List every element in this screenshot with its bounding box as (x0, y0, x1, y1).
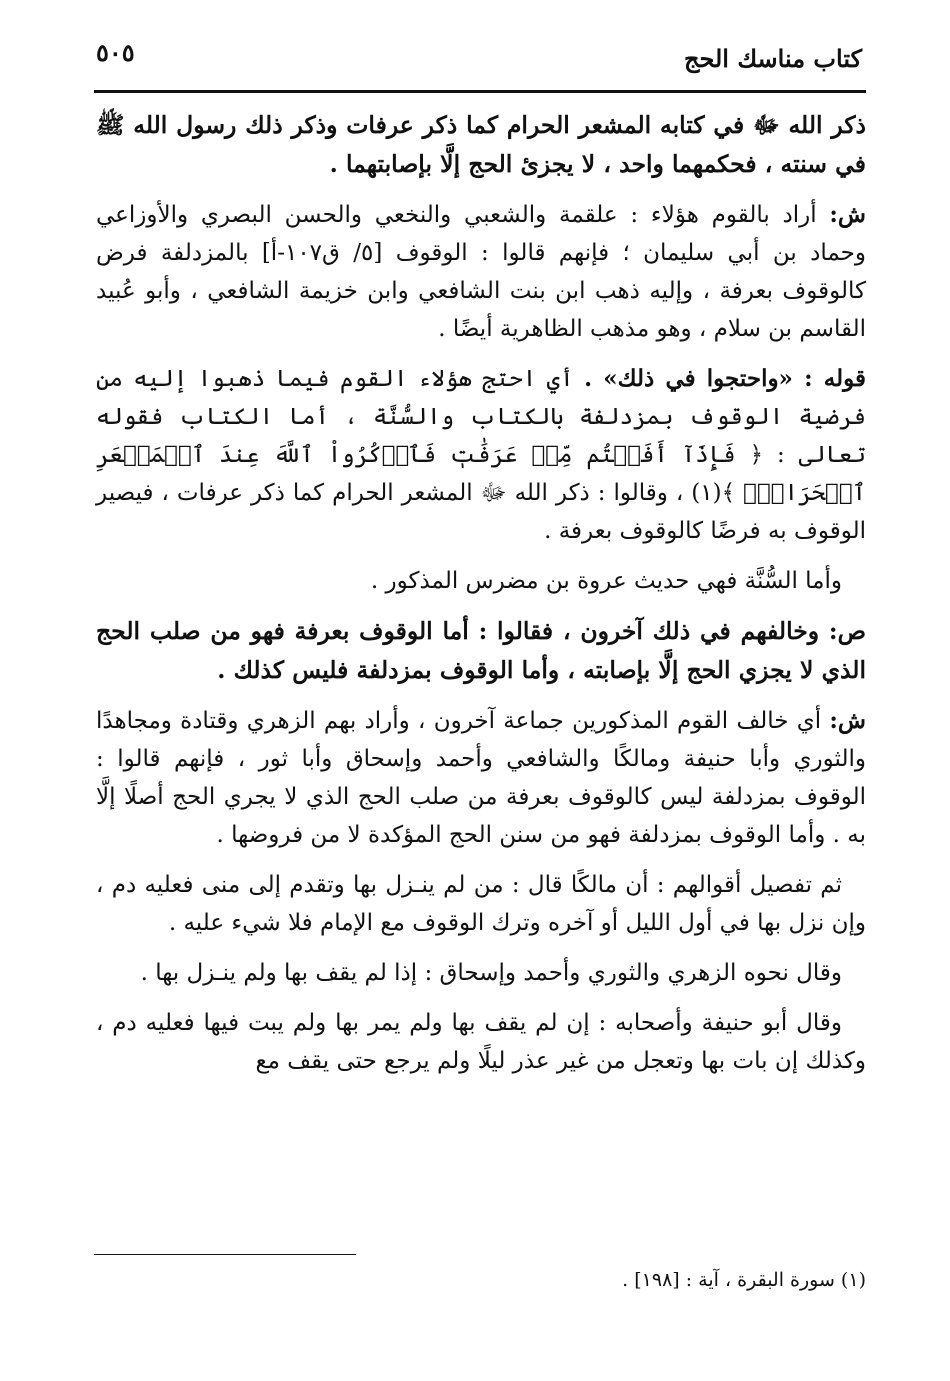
paragraph-2-text: أراد بالقوم هؤلاء : علقمة والشعبي والنخعي والحسن البصري والأوزاعي وحماد بن أبي سليمان ؛ فإنهم قالوا : الوقوف [٥/ ق١٠٧-أ] بالمزدلفة فرض كالوقوف بعرفة ، وإليه ذهب ابن بنت الشافعي وابن خزيمة الشافعي ، وأبو عُبيد القاسم بن سلام ، وهو مذهب الظاهرية أيضًا . (96, 202, 866, 342)
paragraph-3 (96, 360, 866, 550)
paragraph-8 (96, 954, 866, 992)
paragraph-5 (96, 612, 866, 690)
header-rule (94, 90, 866, 93)
paragraph-9 (96, 1004, 866, 1080)
paragraph-5-text: ص: وخالفهم في ذلك آخرون ، فقالوا : أما الوقوف بعرفة فهو من صلب الحج الذي لا يجزي الحج إلَّا بإصابته ، وأما الوقوف بمزدلفة فليس كذلك . (96, 617, 866, 684)
paragraph-6 (96, 702, 866, 854)
paragraph-1 (96, 106, 866, 184)
paragraph-6-text: أي خالف القوم المذكورين جماعة آخرون ، وأراد بهم الزهري وقتادة ومجاهدًا والثوري وأبا حنيفة ومالكًا والشافعي وأحمد وإسحاق وأبا ثور ، فإنهم قالوا : الوقوف بمزدلفة ليس كالوقوف بعرفة من صلب الحج الذي لا يجري الحج أصلًا إلَّا به . وأما الوقوف بمزدلفة فهو من سنن الحج المؤكدة لا من فروضها . (96, 708, 866, 848)
paragraph-4-text: وأما السُّنَّة فهي حديث عروة بن مضرس المذكور . (370, 568, 842, 594)
paragraph-3-lead: قوله : «واحتجوا في ذلك» . (584, 365, 866, 392)
paragraph-7 (96, 866, 866, 942)
paragraph-3-text: أي احتج هؤلاء القوم فيما ذهبوا إليه من فرضية الوقوف بمزدلفة بالكتاب والسُّنَّة ، أما الكتاب فقوله تعالى : ﴿ فَإِذَآ أَفَضۡتُم مِّنۡ عَرَفَٰتٖ فَٱذۡكُرُواْ ٱللَّهَ عِندَ ٱلۡمَشۡعَرِ ٱلۡحَرَامِۖ ﴾(١) ، وقالوا : ذكر الله ﷻ المشعر الحرام كما ذكر عرفات ، فيصير الوقوف به فرضًا كالوقوف بعرفة . (96, 366, 866, 544)
running-header-title: كتاب مناسك الحج (684, 44, 862, 73)
page-number: ٥٠٥ (96, 38, 135, 67)
paragraph-7-text: ثم تفصيل أقوالهم : أن مالكًا قال : من لم ينـزل بها وتقدم إلى منى فعليه دم ، وإن نزل بها في أول الليل أو آخره وترك الوقوف مع الإمام فلا شيء عليه . (96, 872, 866, 936)
paragraph-6-lead: ش: (829, 707, 866, 734)
paragraph-4 (96, 562, 866, 600)
paragraph-8-text: وقال نحوه الزهري والثوري وأحمد وإسحاق : إذا لم يقف بها ولم ينـزل بها . (140, 960, 842, 986)
paragraph-2 (96, 196, 866, 348)
footnote: (١) سورة البقرة ، آية : [١٩٨] . (622, 1269, 866, 1291)
footnote-rule (94, 1254, 356, 1255)
paragraph-1-text: ذكر الله ﷻ في كتابه المشعر الحرام كما ذكر عرفات وذكر ذلك رسول الله ﷺ في سنته ، فحكمهما واحد ، لا يجزئ الحج إلَّا بإصابتهما . (96, 111, 866, 178)
paragraph-9-text: وقال أبو حنيفة وأصحابه : إن لم يقف بها ولم يمر بها ولم يبت فيها فعليه دم ، وكذلك إن بات بها وتعجل من غير عذر ليلًا ولم يرجع حتى يقف مع (96, 1010, 866, 1074)
paragraph-2-lead: ش: (829, 201, 866, 228)
main-text (96, 106, 866, 1080)
